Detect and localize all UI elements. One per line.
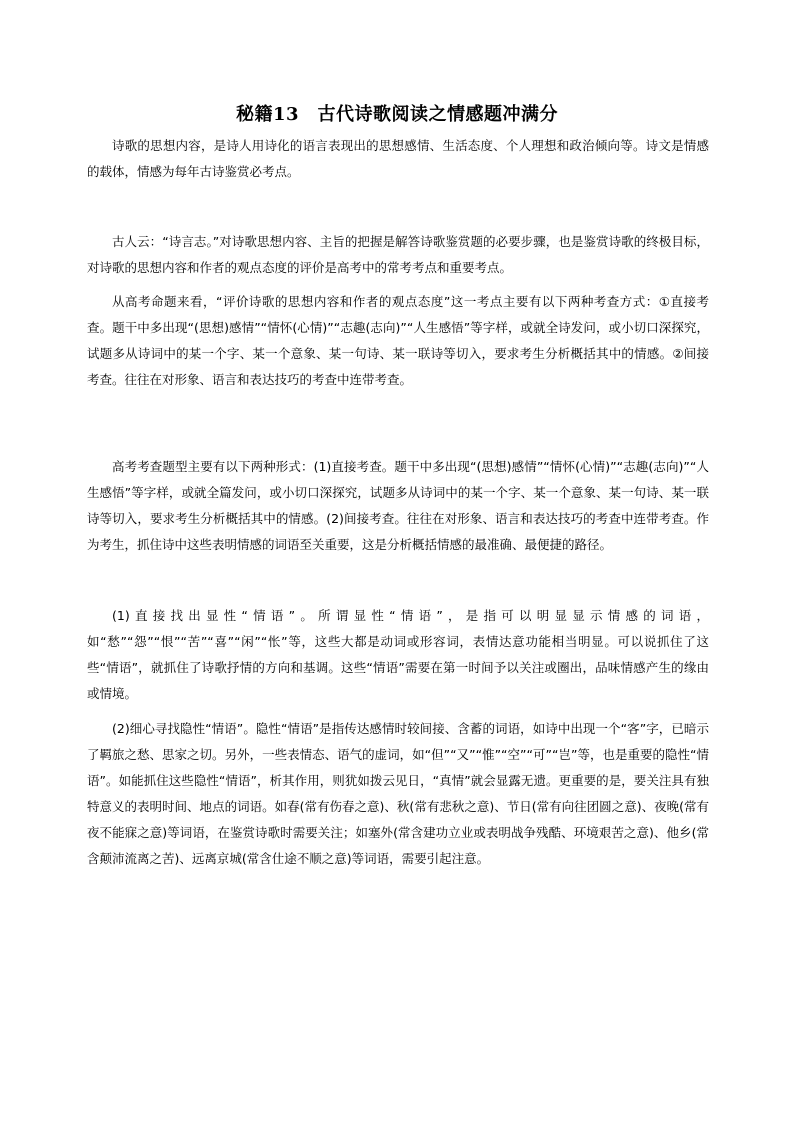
paragraph-intro: 诗歌的思想内容，是诗人用诗化的语言表现出的思想感情、生活态度、个人理想和政治倾向等。诗文是情感的载体，情感为每年古诗鉴赏必考点。 bbox=[87, 138, 709, 179]
paragraph-question-types: 高考考查题型主要有以下两种形式：(1)直接考查。题干中多出现“(思想)感情”“情怀(心情)”“志趣(志向)”“人生感悟”等字样，或就全篇发问，或小切口深探究，试题多从诗词中的某一个字、某一个意象、某一句诗、某一联诗等切入，要求考生分析概括其中的情感。(2)间接考查。往往在对形象、语言和表达技巧的考查中连带考查。作为考生，抓住诗中这些表明情感的词语至关重要，这是分析概括情感的最准确、最便捷的路径。 bbox=[87, 459, 709, 552]
paragraph-ancient-saying: 古人云：“诗言志。”对诗歌思想内容、主旨的把握是解答诗歌鉴赏题的必要步骤，也是鉴赏诗歌的终极目标，对诗歌的思想内容和作者的观点态度的评价是高考中的常考考点和重要考点。 bbox=[87, 234, 709, 275]
paragraph-exam-methods: 从高考命题来看，“评价诗歌的思想内容和作者的观点态度”这一考点主要有以下两种考查方式：①直接考查。题干中多出现“(思想)感情”“情怀(心情)”“志趣(志向)”“人生感悟”等字样，或就全诗发问，或小切口深探究，试题多从诗词中的某一个字、某一个意象、某一句诗、某一联诗等切入，要求考生分析概括其中的情感。②间接考查。往往在对形象、语言和表达技巧的考查中连带考查。 bbox=[87, 294, 709, 387]
document-title: 秘籍13 古代诗歌阅读之情感题冲满分 bbox=[235, 104, 559, 125]
paragraph-implicit-emotion-words: (2)细心寻找隐性“情语”。隐性“情语”是指传达感情时较间接、含蓄的词语，如诗中出现一个“客”字，已暗示了羁旅之愁、思家之切。另外，一些表情态、语气的虚词，如“但”“又”“惟”“空”“可”“岂”等，也是重要的隐性“情语”。如能抓住这些隐性“情语”，析其作用，则犹如拨云见日，“真情”就会显露无遗。更重要的是，要关注具有独特意义的表明时间、地点的词语。如春(常有伤春之意)、秋(常有悲秋之意)、节日(常有向往团圆之意)、夜晚(常有夜不能寐之意)等词语，在鉴赏诗歌时需要关注；如塞外(常含建功立业或表明战争残酷、环境艰苦之意)、他乡(常含颠沛流离之苦)、远离京城(常含仕途不顺之意)等词语，需要引起注意。 bbox=[87, 721, 709, 866]
paragraph-explicit-emotion-words: (1)直接找出显性“情语”。所谓显性“情语”，是指可以明显显示情感的词语，如“愁”“怨”“恨”“苦”“喜”“闲”“怅”等，这些大都是动词或形容词，表情达意功能相当明显。可以说抓住了这些“情语”，就抓住了诗歌抒情的方向和基调。这些“情语”需要在第一时间予以关注或圈出，品味情感产生的缘由或情境。 bbox=[87, 608, 709, 701]
